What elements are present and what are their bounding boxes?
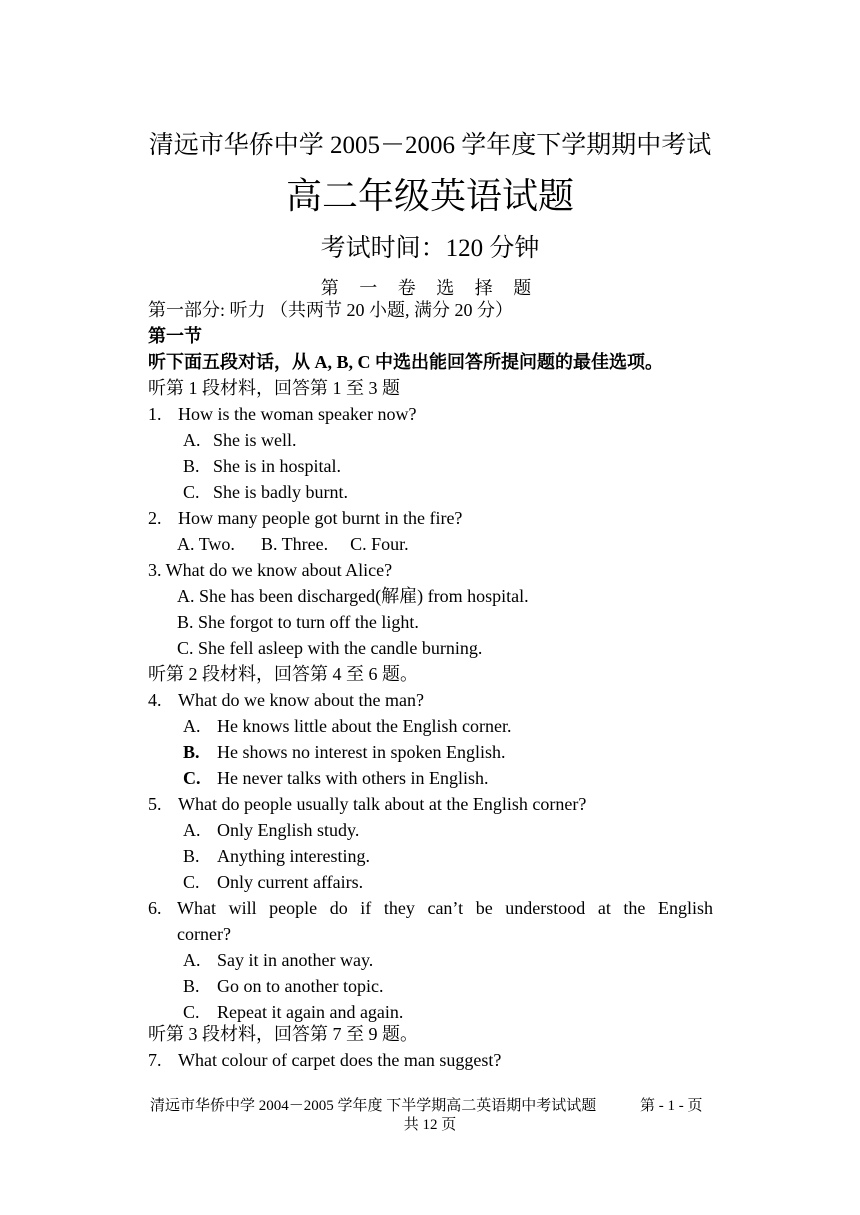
footer-page-number: 第 - 1 - 页: [640, 1098, 703, 1114]
question-5: [148, 792, 586, 816]
question-4: [148, 688, 424, 712]
option-label: A.: [183, 430, 201, 450]
question-1: [148, 402, 416, 426]
q3-option-a: A. She has been discharged(解雇) from hospital.: [177, 586, 529, 606]
option-text: Three.: [281, 534, 329, 554]
part1-instruction: 听下面五段对话，从 A, B, C 中选出能回答所提问题的最佳选项。: [148, 352, 664, 372]
q1-option-b: [183, 454, 341, 478]
exam-duration: 考试时间：120 分钟: [320, 235, 540, 262]
part1-heading: 第一部分: 听力 （共两节 20 小题, 满分 20 分）: [148, 300, 513, 320]
question-2: [148, 506, 462, 530]
option-label: C.: [183, 768, 201, 788]
question-number: 7.: [148, 1050, 162, 1070]
option-label: A.: [183, 820, 201, 840]
option-label: B.: [183, 742, 200, 762]
option-text: Go on to another topic.: [217, 976, 384, 996]
question-number: 5.: [148, 794, 162, 814]
question-text: What do we know about the man?: [178, 690, 424, 710]
question-6-text-line2: corner?: [177, 924, 231, 944]
question-text: What colour of carpet does the man suggest?: [178, 1050, 502, 1070]
option-label: B.: [260, 534, 278, 554]
q2-options: [177, 532, 409, 556]
q6-option-a: [183, 948, 373, 972]
option-label: B.: [183, 846, 200, 866]
option-text: Only English study.: [217, 820, 360, 840]
q4-option-b: [183, 740, 505, 764]
q6-option-c: [183, 1000, 403, 1024]
q1-option-a: [183, 428, 297, 452]
option-text: Repeat it again and again.: [217, 1002, 404, 1022]
option-text: She is in hospital.: [213, 456, 342, 476]
option-label: C.: [350, 534, 367, 554]
question-number: 1.: [148, 404, 162, 424]
q5-option-b: [183, 844, 370, 868]
question-7: [148, 1048, 501, 1072]
option-text: He shows no interest in spoken English.: [217, 742, 506, 762]
school-title: 清远市华侨中学 2005－2006 学年度下学期期中考试: [148, 132, 712, 159]
option-label: C.: [183, 482, 200, 502]
q4-option-c: [183, 766, 488, 790]
q1-option-c: [183, 480, 348, 504]
q3-option-b: B. She forgot to turn off the light.: [177, 612, 419, 632]
q6-option-b: [183, 974, 383, 998]
option-text: Say it in another way.: [217, 950, 374, 970]
q3-option-c: C. She fell asleep with the candle burning.: [177, 638, 483, 658]
option-label: B.: [183, 976, 200, 996]
option-label: A.: [183, 716, 201, 736]
option-text: Two.: [198, 534, 235, 554]
option-text: He never talks with others in English.: [217, 768, 489, 788]
question-6-number: 6.: [148, 898, 162, 918]
exam-title: 高二年级英语试题: [285, 176, 574, 216]
option-label: C.: [183, 1002, 200, 1022]
option-label: A.: [177, 534, 195, 554]
q4-option-a: [183, 714, 511, 738]
q5-option-a: [183, 818, 359, 842]
question-text: How many people got burnt in the fire?: [178, 508, 463, 528]
section1-heading: 第一节: [148, 326, 202, 346]
q5-option-c: [183, 870, 363, 894]
question-number: 2.: [148, 508, 162, 528]
material2-label: 听第 2 段材料，回答第 4 至 6 题。: [148, 664, 418, 684]
option-label: B.: [183, 456, 200, 476]
material1-label: 听第 1 段材料，回答第 1 至 3 题: [148, 378, 400, 398]
option-text: Four.: [371, 534, 409, 554]
footer-total-pages: 共 12 页: [403, 1117, 457, 1133]
option-text: Anything interesting.: [217, 846, 370, 866]
footer-school-title: 清远市华侨中学 2004－2005 学年度 下半学期高二英语期中考试试题: [150, 1098, 597, 1114]
option-label: A.: [183, 950, 201, 970]
volume-heading: 第 一 卷 选 择 题: [320, 278, 540, 298]
option-text: He knows little about the English corner.: [217, 716, 512, 736]
option-text: She is badly burnt.: [213, 482, 348, 502]
option-text: Only current affairs.: [217, 872, 364, 892]
question-text: What do people usually talk about at the English corner?: [178, 794, 587, 814]
option-label: C.: [183, 872, 200, 892]
material3-label: 听第 3 段材料，回答第 7 至 9 题。: [148, 1024, 418, 1044]
question-6-text-line1: What will people do if they can’t be understood at the English: [177, 898, 713, 918]
question-3: 3. What do we know about Alice?: [148, 560, 393, 580]
option-text: She is well.: [213, 430, 297, 450]
question-text: How is the woman speaker now?: [178, 404, 417, 424]
question-number: 4.: [148, 690, 162, 710]
